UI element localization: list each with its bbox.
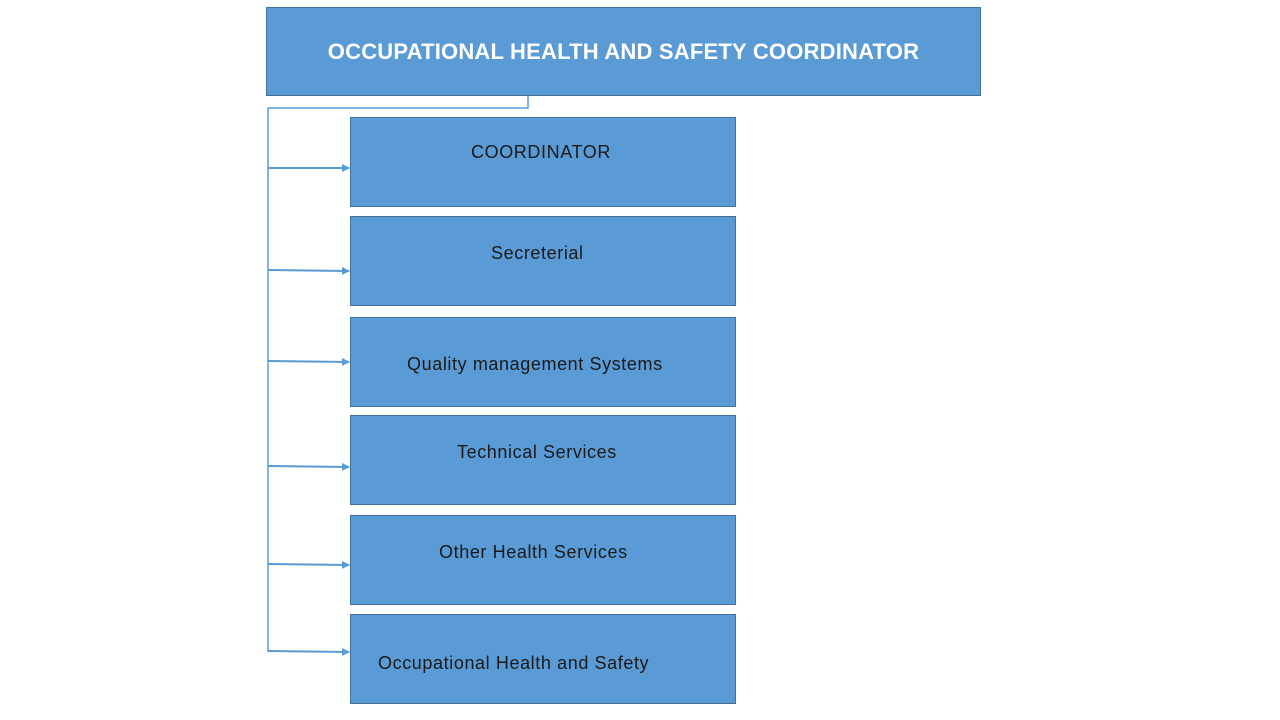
connector-arrow-ohs <box>268 651 349 652</box>
unit-label-coordinator: COORDINATOR <box>471 142 611 162</box>
unit-box-secreterial <box>350 216 736 306</box>
connector-arrow-technical <box>268 466 349 467</box>
connector-arrow-other-health <box>268 564 349 565</box>
connector-arrow-secreterial <box>268 270 349 271</box>
unit-box-quality-management <box>350 317 736 407</box>
unit-box-occupational-health-safety <box>350 614 736 704</box>
unit-label-secreterial: Secreterial <box>491 243 584 263</box>
coordinator-title: OCCUPATIONAL HEALTH AND SAFETY COORDINATOR <box>327 38 920 64</box>
unit-box-other-health-services <box>350 515 736 605</box>
unit-label-technical-services: Technical Services <box>457 442 617 462</box>
unit-box-technical-services <box>350 415 736 505</box>
unit-label-other-health-services: Other Health Services <box>439 542 628 562</box>
unit-label-occupational-health-safety: Occupational Health and Safety <box>378 653 650 673</box>
connector-arrow-quality <box>268 361 349 362</box>
unit-box-coordinator <box>350 117 736 207</box>
unit-label-quality-management: Quality management Systems <box>407 354 663 374</box>
coordinator-title-box <box>266 7 981 96</box>
